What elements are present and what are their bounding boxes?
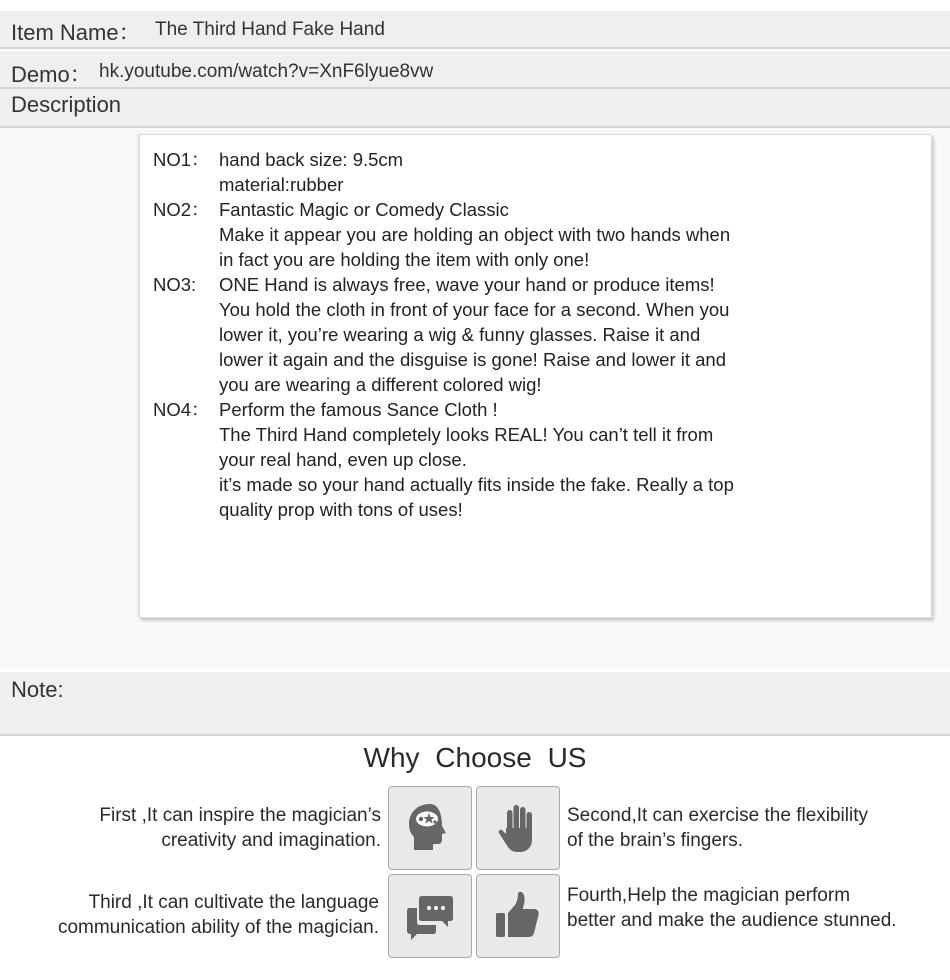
item-name-value: The Third Hand Fake Hand [155, 19, 385, 40]
item-name-label: Item Name： [11, 20, 141, 45]
description-line: quality prop with tons of uses! [219, 499, 463, 520]
reason-second [567, 803, 868, 853]
chat-bubbles-icon [400, 886, 460, 946]
reason-line: Fourth,Help the magician perform [567, 885, 851, 906]
hand-tile [476, 786, 560, 870]
reason-line: Second,It can exercise the flexibility [567, 805, 868, 826]
why-choose-us-title: Why Choose US [363, 742, 587, 773]
reason-third [58, 890, 379, 940]
reason-line: of the brain’s fingers. [567, 830, 744, 851]
description-line: you are wearing a different colored wig! [219, 374, 542, 395]
brain-tile [388, 786, 472, 870]
demo-label: Demo： [11, 62, 92, 87]
reason-first [99, 803, 381, 853]
description-line: lower it, you’re wearing a wig & funny glasses. Raise it and [219, 324, 701, 345]
description-line: ONE Hand is always free, wave your hand or produce items! [219, 274, 715, 295]
description-line: The Third Hand completely looks REAL! You can’t tell it from [219, 424, 714, 445]
item-number: NO1： [153, 149, 210, 170]
description-line: hand back size: 9.5cm [219, 149, 404, 170]
thumbs-up-tile [476, 874, 560, 958]
demo-link[interactable]: hk.youtube.com/watch?v=XnF6lyue8vw [99, 61, 434, 82]
description-line: lower it again and the disguise is gone! Raise and lower it and [219, 349, 727, 370]
hand-icon [488, 798, 548, 858]
chat-tile [388, 874, 472, 958]
description-line: material:rubber [219, 174, 344, 195]
brain-head-icon [400, 798, 460, 858]
description-line: You hold the cloth in front of your face for a second. When you [219, 299, 730, 320]
thumbs-up-icon [488, 886, 548, 946]
reason-line: better and make the audience stunned. [567, 910, 897, 931]
reason-line: communication ability of the magician. [57, 917, 379, 938]
description-line: Make it appear you are holding an object with two hands when [219, 224, 731, 245]
reason-line: creativity and imagination. [161, 830, 381, 851]
reason-fourth [567, 883, 897, 933]
description-line: your real hand, even up close. [219, 449, 467, 470]
description-line: Perform the famous Sance Cloth ! [219, 399, 498, 420]
description-row [0, 89, 950, 128]
note-row [0, 672, 950, 736]
description-line: it’s made so your hand actually fits inside the fake. Really a top [219, 474, 734, 495]
description-line: in fact you are holding the item with only one! [219, 249, 590, 270]
description-line: Fantastic Magic or Comedy Classic [219, 199, 509, 220]
reason-line: Third ,It can cultivate the language [88, 892, 379, 913]
reason-line: First ,It can inspire the magician’s [99, 805, 381, 826]
description-box [139, 134, 932, 618]
demo-row [0, 51, 950, 89]
item-number: NO2： [153, 199, 210, 220]
description-label: Description [11, 92, 122, 117]
item-name-row [0, 11, 950, 49]
note-label: Note: [11, 677, 64, 702]
item-number: NO3: [153, 274, 197, 295]
item-number: NO4： [153, 399, 210, 420]
